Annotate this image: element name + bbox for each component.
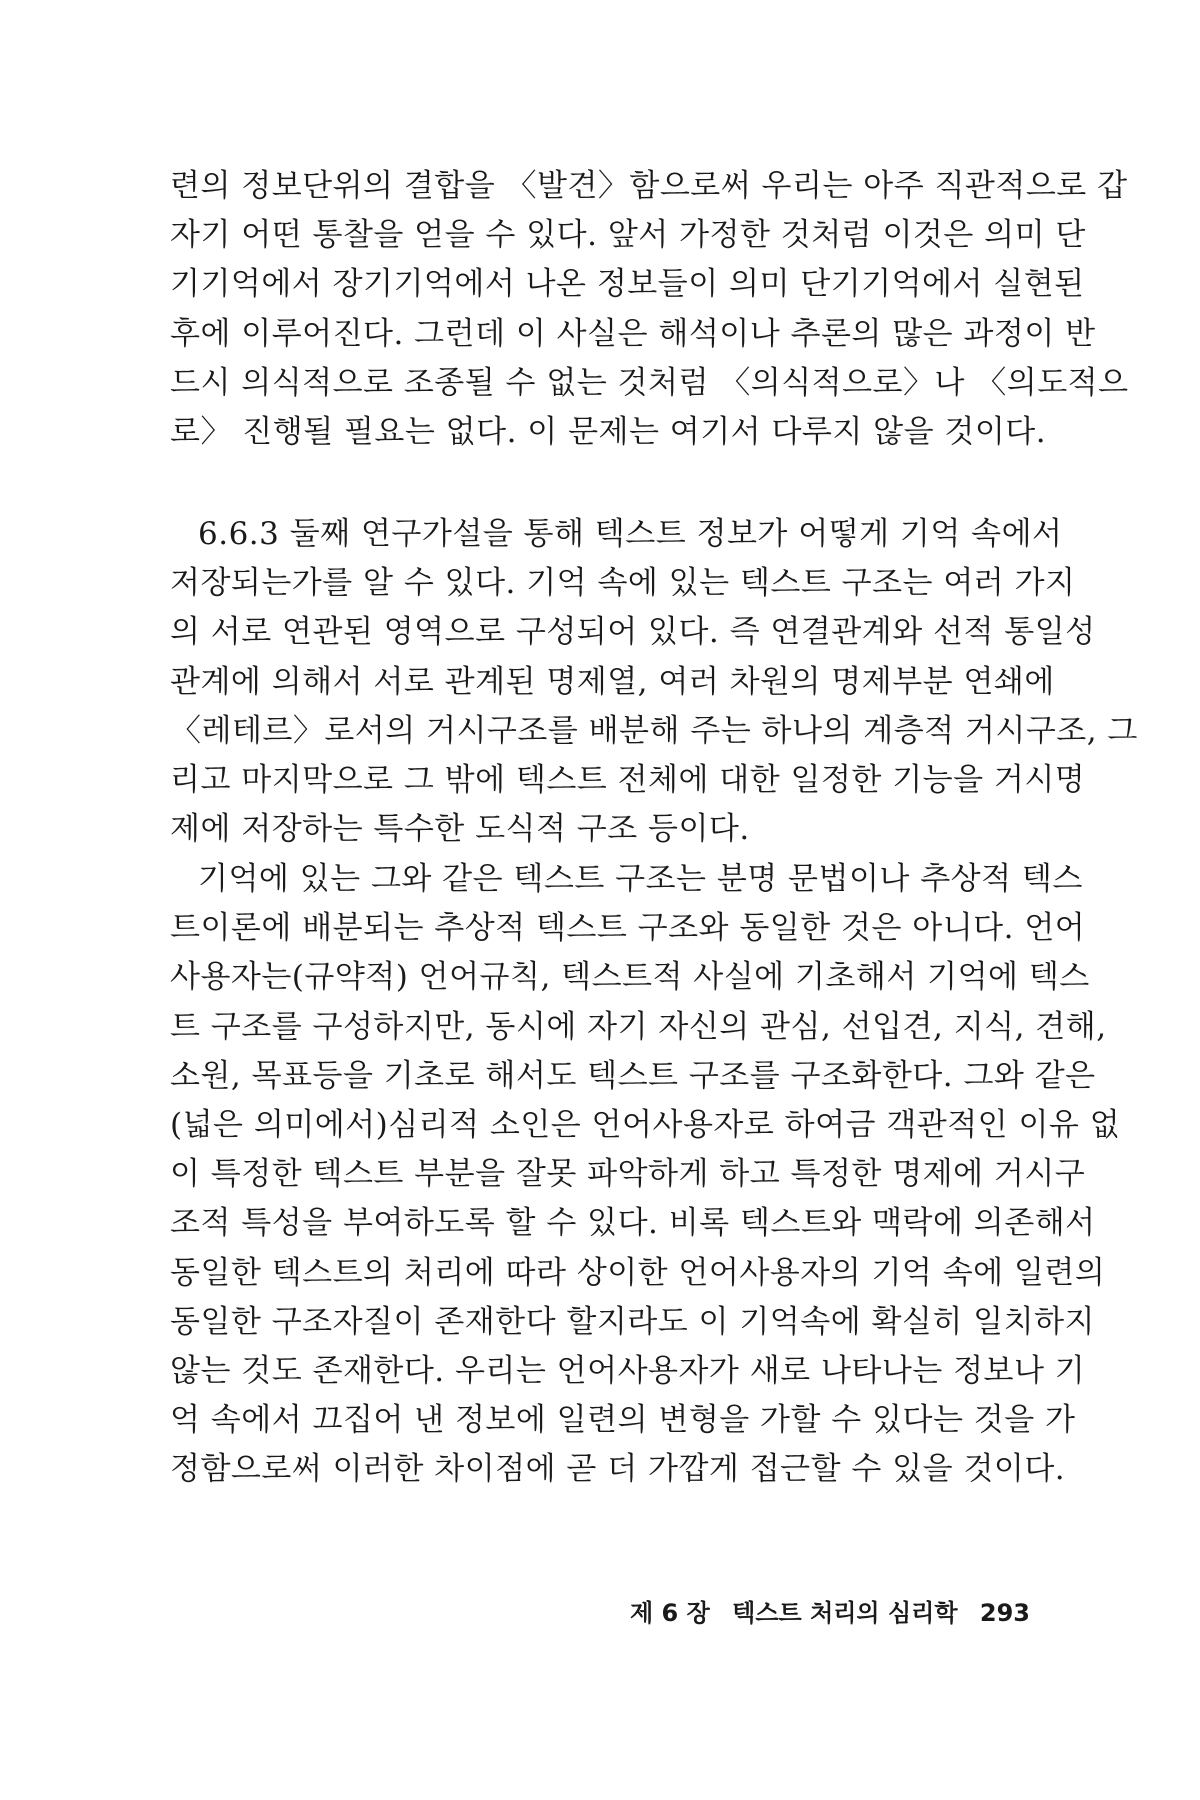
text-line: 조적 특성을 부여하도록 할 수 있다. 비록 텍스트와 맥락에 의존해서	[170, 1205, 1096, 1242]
text-line: 드시 의식적으로 조종될 수 없는 것처럼 〈의식적으로〉나 〈의도적으	[170, 364, 1129, 401]
text-line: 리고 마지막으로 그 밖에 텍스트 전체에 대한 일정한 기능을 거시명	[170, 761, 1086, 798]
page-number: 293	[979, 1599, 1030, 1627]
text-line: 저장되는가를 알 수 있다. 기억 속에 있는 텍스트 구조는 여러 가지	[170, 565, 1076, 602]
text-line: 6.6.3 둘째 연구가설을 통해 텍스트 정보가 어떻게 기억 속에서	[198, 516, 1063, 552]
text-line: 트 구조를 구성하지만, 동시에 자기 자신의 관심, 선입견, 지식, 견해,	[170, 1008, 1107, 1045]
text-line: 동일한 구조자질이 존재한다 할지라도 이 기억속에 확실히 일치하지	[170, 1303, 1095, 1340]
text-line: 기억에 있는 그와 같은 텍스트 구조는 분명 문법이나 추상적 텍스	[198, 861, 1083, 897]
text-line: 이 특정한 텍스트 부분을 잘못 파악하게 하고 특정한 명제에 거시구	[170, 1156, 1086, 1193]
text-line: 트이론에 배분되는 추상적 텍스트 구조와 동일한 것은 아니다. 언어	[170, 910, 1086, 947]
text-line: 억 속에서 끄집어 낸 정보에 일련의 변형을 가할 수 있다는 것을 가	[170, 1402, 1076, 1439]
page-footer	[600, 1593, 1030, 1628]
text-line: 로〉 진행될 필요는 없다. 이 문제는 여기서 다루지 않을 것이다.	[170, 413, 1047, 450]
text-line: 정함으로써 이러한 차이점에 곧 더 가깝게 접근할 수 있을 것이다.	[170, 1451, 1066, 1488]
text-line: 않는 것도 존재한다. 우리는 언어사용자가 새로 나타나는 정보나 기	[170, 1352, 1086, 1389]
text-line: 제에 저장하는 특수한 도식적 구조 등이다.	[170, 811, 750, 848]
text-line: (넓은 의미에서)심리적 소인은 언어사용자로 하여금 객관적인 이유 없	[170, 1106, 1121, 1143]
text-line: 자기 어떤 통찰을 얻을 수 있다. 앞서 가정한 것처럼 이것은 의미 단	[170, 217, 1086, 254]
paragraph-1	[170, 162, 1129, 457]
paragraph-2	[170, 510, 1138, 854]
text-line: 〈레테르〉로서의 거시구조를 배분해 주는 하나의 계층적 거시구조, 그	[170, 712, 1138, 749]
chapter-title: 텍스트 처리의 심리학	[732, 1599, 958, 1627]
text-line: 기기억에서 장기기억에서 나온 정보들이 의미 단기기억에서 실현된	[170, 266, 1085, 303]
paragraph-3	[170, 855, 1121, 1494]
text-line: 사용자는(규약적) 언어규칙, 텍스트적 사실에 기초해서 기억에 텍스	[170, 959, 1090, 996]
text-line: 소원, 목표등을 기초로 해서도 텍스트 구조를 구조화한다. 그와 같은	[170, 1057, 1096, 1094]
text-line: 의 서로 연관된 영역으로 구성되어 있다. 즉 연결관계와 선적 통일성	[170, 614, 1096, 651]
chapter-label: 제 6 장	[630, 1599, 710, 1627]
text-line: 관계에 의해서 서로 관계된 명제열, 여러 차원의 명제부분 연쇄에	[170, 663, 1055, 700]
text-line: 련의 정보단위의 결합을 〈발견〉함으로써 우리는 아주 직관적으로 갑	[170, 168, 1128, 204]
text-line: 후에 이루어진다. 그런데 이 사실은 해석이나 추론의 많은 과정이 반	[170, 315, 1096, 352]
text-line: 동일한 텍스트의 처리에 따라 상이한 언어사용자의 기억 속에 일련의	[170, 1254, 1106, 1291]
